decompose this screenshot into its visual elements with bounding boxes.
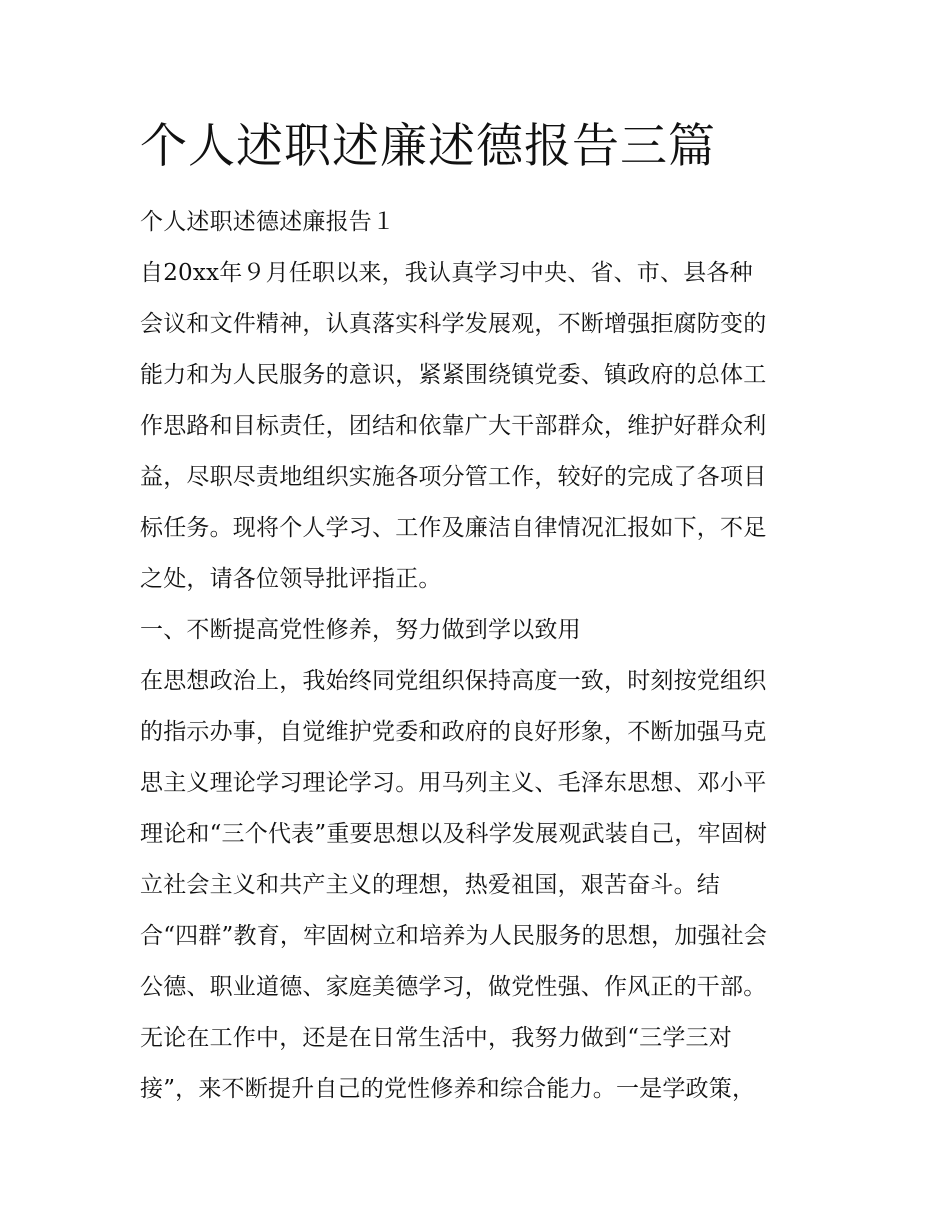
paragraph-line: 理论和“三个代表”重要思想以及科学发展观武装自己，牢固树 [140, 821, 768, 847]
paragraph-line: 合“四群”教育，牢固树立和培养为人民服务的思想，加强社会 [140, 923, 768, 949]
paragraph-line: 能力和为人民服务的意识，紧紧围绕镇党委、镇政府的总体工 [140, 362, 767, 388]
paragraph-line: 之处，请各位领导批评指正。 [140, 566, 442, 592]
paragraph-line: 在思想政治上，我始终同党组织保持高度一致，时刻按党组织 [140, 668, 767, 694]
paragraph-line: 接”，来不断提升自己的党性修养和综合能力。一是学政策， [140, 1076, 756, 1102]
paragraph-line: 的指示办事，自觉维护党委和政府的良好形象，不断加强马克 [140, 719, 767, 745]
paragraph-line: 会议和文件精神，认真落实科学发展观，不断增强拒腐防变的 [140, 311, 767, 337]
subtitle-line: 个人述职述德述廉报告１ [140, 209, 396, 235]
paragraph-line: 立社会主义和共产主义的理想，热爱祖国，艰苦奋斗。结 [140, 872, 720, 898]
paragraph-line: 自20xx年９月任职以来，我认真学习中央、省、市、县各种 [140, 260, 753, 286]
paragraph-line: 公德、职业道德、家庭美德学习，做党性强、作风正的干部。 [140, 974, 767, 1000]
paragraph-line: 无论在工作中，还是在日常生活中，我努力做到“三学三对 [140, 1025, 732, 1051]
section-heading: 一、不断提高党性修养，努力做到学以致用 [140, 617, 581, 643]
paragraph-line: 益，尽职尽责地组织实施各项分管工作，较好的完成了各项目 [140, 464, 767, 490]
document-title: 个人述职述廉述德报告三篇 [140, 119, 716, 174]
paragraph-line: 思主义理论学习理论学习。用马列主义、毛泽东思想、邓小平 [140, 770, 767, 796]
paragraph-line: 标任务。现将个人学习、工作及廉洁自律情况汇报如下，不足 [140, 515, 767, 541]
paragraph-line: 作思路和目标责任，团结和依靠广大干部群众，维护好群众利 [140, 413, 767, 439]
